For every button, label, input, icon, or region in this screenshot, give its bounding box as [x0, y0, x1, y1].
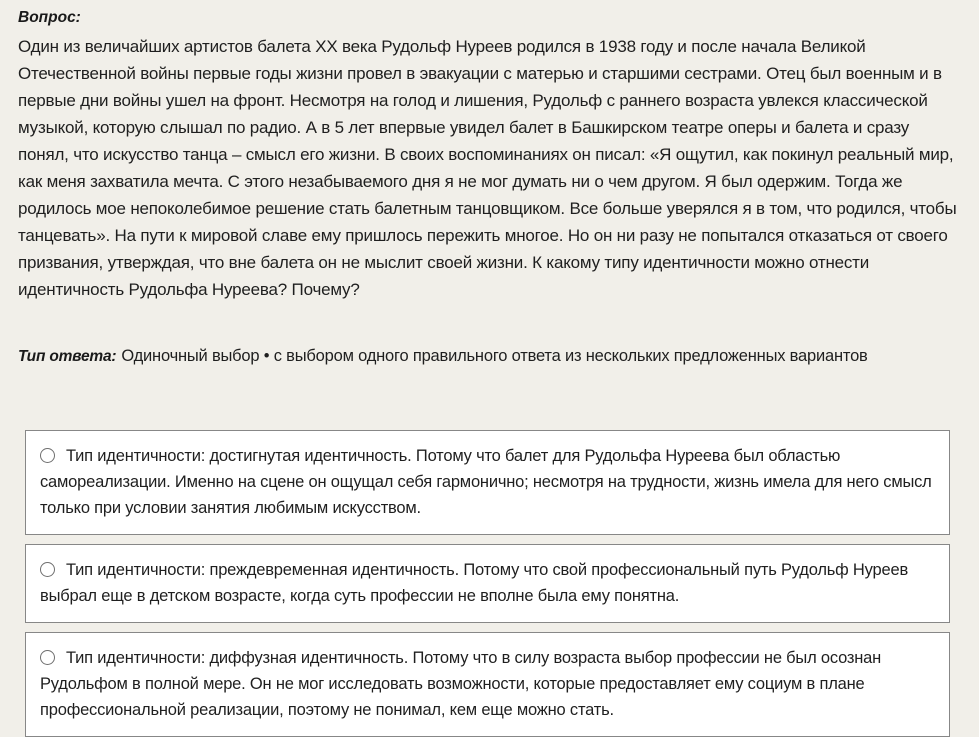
radio-button-icon[interactable] — [40, 448, 55, 463]
answer-type-line — [18, 345, 961, 368]
answer-option-text: Тип идентичности: преждевременная идентичность. Потому что свой профессиональный путь Рудольф Нуреев выбрал еще в детском возрасте, когда суть профессии не вполне была ему понятна. — [40, 561, 909, 605]
radio-button-icon[interactable] — [40, 562, 55, 577]
answer-type-label: Тип ответа: — [18, 348, 117, 365]
answer-option-2[interactable] — [25, 544, 950, 623]
answer-type-value: Одиночный выбор • с выбором одного правильного ответа из нескольких предложенных вариантов — [121, 347, 868, 365]
answer-option-3[interactable] — [25, 632, 950, 737]
options-list — [25, 430, 950, 737]
answer-option-text: Тип идентичности: диффузная идентичность. Потому что в силу возраста выбор профессии не был осознан Рудольфом в полной мере. Он не мог исследовать возможности, которые предоставляет ему социум в плане профессиональной реализации, поэтому не понимал, кем еще можно стать. — [40, 649, 882, 719]
question-label: Вопрос: — [18, 9, 81, 26]
answer-option-text: Тип идентичности: достигнутая идентичность. Потому что балет для Рудольфа Нуреева был областью самореализации. Именно на сцене он ощущал себя гармонично; несмотря на трудности, жизнь имела для него смысл только при условии занятия любимым искусством. — [40, 447, 932, 517]
answer-option-1[interactable] — [25, 430, 950, 535]
question-text: Один из величайших артистов балета XX века Рудольф Нуреев родился в 1938 году и после начала Великой Отечественной войны первые годы жизни провел в эвакуации с матерью и старшими сестрами. Отец был военным и в первые дни войны ушел на фронт. Несмотря на голод и лишения, Рудольф с раннего возраста увлекся классической музыкой, которую слышал по радио. А в 5 лет впервые увидел балет в Башкирском театре оперы и балета и сразу понял, что искусство танца – смысл его жизни. В своих воспоминаниях он писал: «Я ощутил, как покинул реальный мир, как меня захватила мечта. С этого незабываемого дня я не мог думать ни о чем другом. Я был одержим. Тогда же родилось мое непоколебимое решение стать балетным танцовщиком. Все больше уверялся я в том, что родился, чтобы танцевать». На пути к мировой славе ему пришлось пережить многое. Но он ни разу не попытался отказаться от своего призвания, утверждая, что вне балета он не мыслит своей жизни. К какому типу идентичности можно отнести идентичность Рудольфа Нуреева? Почему? — [18, 37, 957, 299]
radio-button-icon[interactable] — [40, 650, 55, 665]
